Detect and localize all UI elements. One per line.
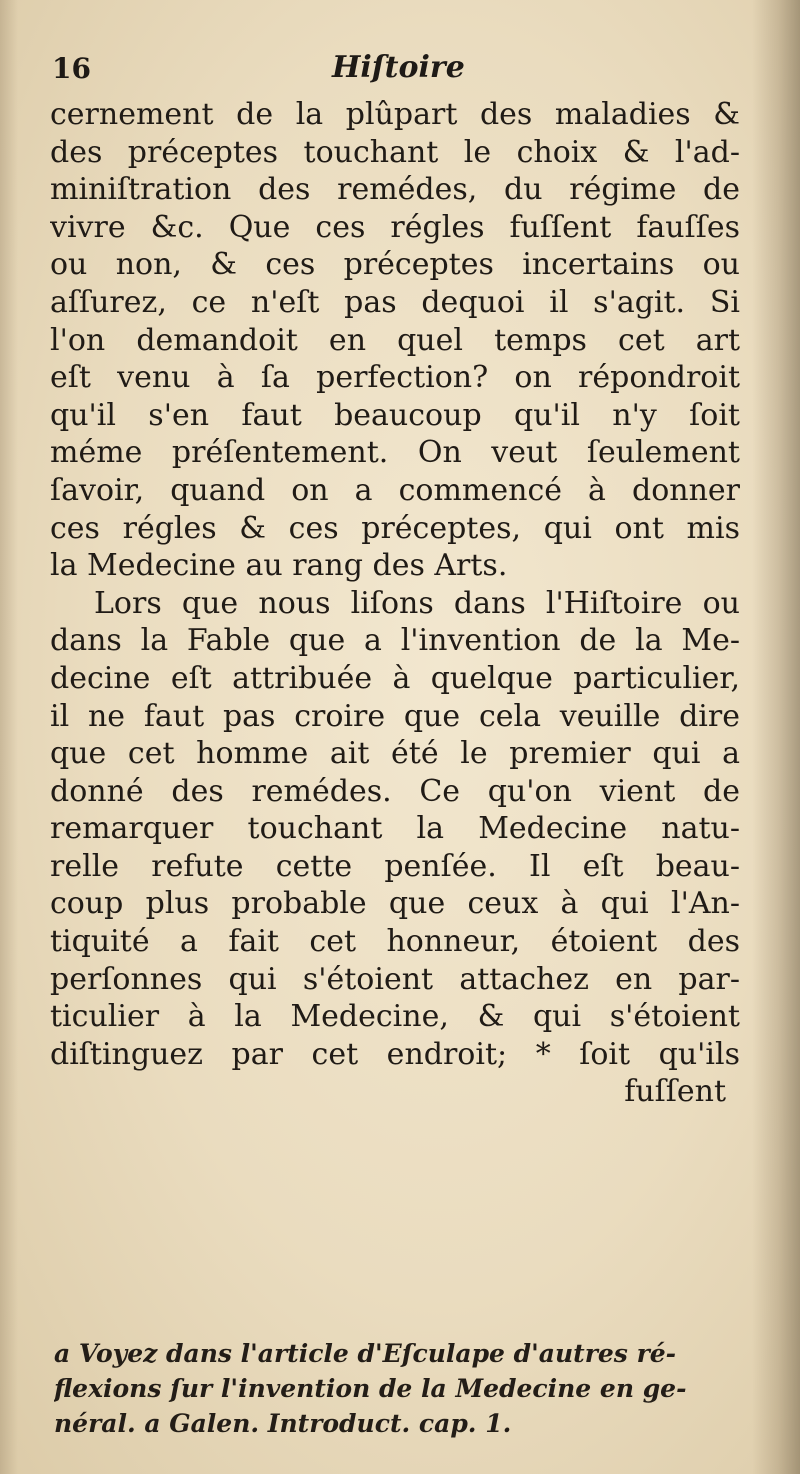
text-line: dans la Fable que a l'invention de la Me- xyxy=(50,623,740,659)
text-line: ſavoir, quand on a commencé à donner xyxy=(50,472,740,508)
text-line: ou non, & ces préceptes incertains ou xyxy=(50,247,740,283)
catchword: fuſſent xyxy=(624,1074,726,1110)
text-line: coup plus probable que ceux à qui l'An- xyxy=(50,886,740,922)
main-text-block xyxy=(50,96,740,1111)
text-line: méme préſentement. On veut ſeulement xyxy=(50,435,740,471)
text-line: diſtinguez par cet endroit; * ſoit qu'ils xyxy=(50,1036,740,1072)
binding-gutter-shadow xyxy=(752,0,800,1474)
page-header xyxy=(52,52,742,92)
running-head: Hiſtoire xyxy=(332,50,465,85)
text-line: que cet homme ait été le premier qui a xyxy=(50,736,740,772)
footnote-line: a Voyez dans l'article d'Eſculape d'autres ré- xyxy=(54,1339,677,1368)
text-line: perſonnes qui s'étoient attachez en par- xyxy=(50,961,740,997)
text-line-paragraph-start: Lors que nous liſons dans l'Hiſtoire ou xyxy=(94,585,740,621)
page-edge-shading xyxy=(0,0,18,1474)
text-line: ticulier à la Medecine, & qui s'étoient xyxy=(50,999,740,1035)
footnote-block xyxy=(54,1336,740,1441)
text-line: il ne faut pas croire que cela veuille dire xyxy=(50,698,740,734)
text-line: ces régles & ces préceptes, qui ont mis xyxy=(50,510,740,546)
text-line: donné des remédes. Ce qu'on vient de xyxy=(50,773,740,809)
text-line: miniſtration des remédes, du régime de xyxy=(50,172,740,208)
text-line: decine eſt attribuée à quelque particulier, xyxy=(50,660,740,696)
page-number: 16 xyxy=(52,52,91,85)
text-line-paragraph-end: la Medecine au rang des Arts. xyxy=(50,548,508,584)
text-line: qu'il s'en faut beaucoup qu'il n'y ſoit xyxy=(50,397,740,433)
text-line: aſſurez, ce n'eſt pas dequoi il s'agit. Si xyxy=(50,284,740,320)
text-line: des préceptes touchant le choix & l'ad- xyxy=(50,134,740,170)
footnote-line: flexions ſur l'invention de la Medecine en ge- xyxy=(54,1374,687,1403)
text-line: remarquer touchant la Medecine natu- xyxy=(50,811,740,847)
text-line: eſt venu à ſa perfection? on répondroit xyxy=(50,360,740,396)
text-line: relle refute cette penſée. Il eſt beau- xyxy=(50,848,740,884)
text-line: cernement de la plûpart des maladies & xyxy=(50,97,740,132)
footnote-line: néral. a Galen. Introduct. cap. 1. xyxy=(54,1409,512,1438)
text-line: tiquité a fait cet honneur, étoient des xyxy=(50,924,740,960)
text-line: vivre &c. Que ces régles fuſſent fauſſes xyxy=(50,209,740,245)
text-line: l'on demandoit en quel temps cet art xyxy=(50,322,740,358)
